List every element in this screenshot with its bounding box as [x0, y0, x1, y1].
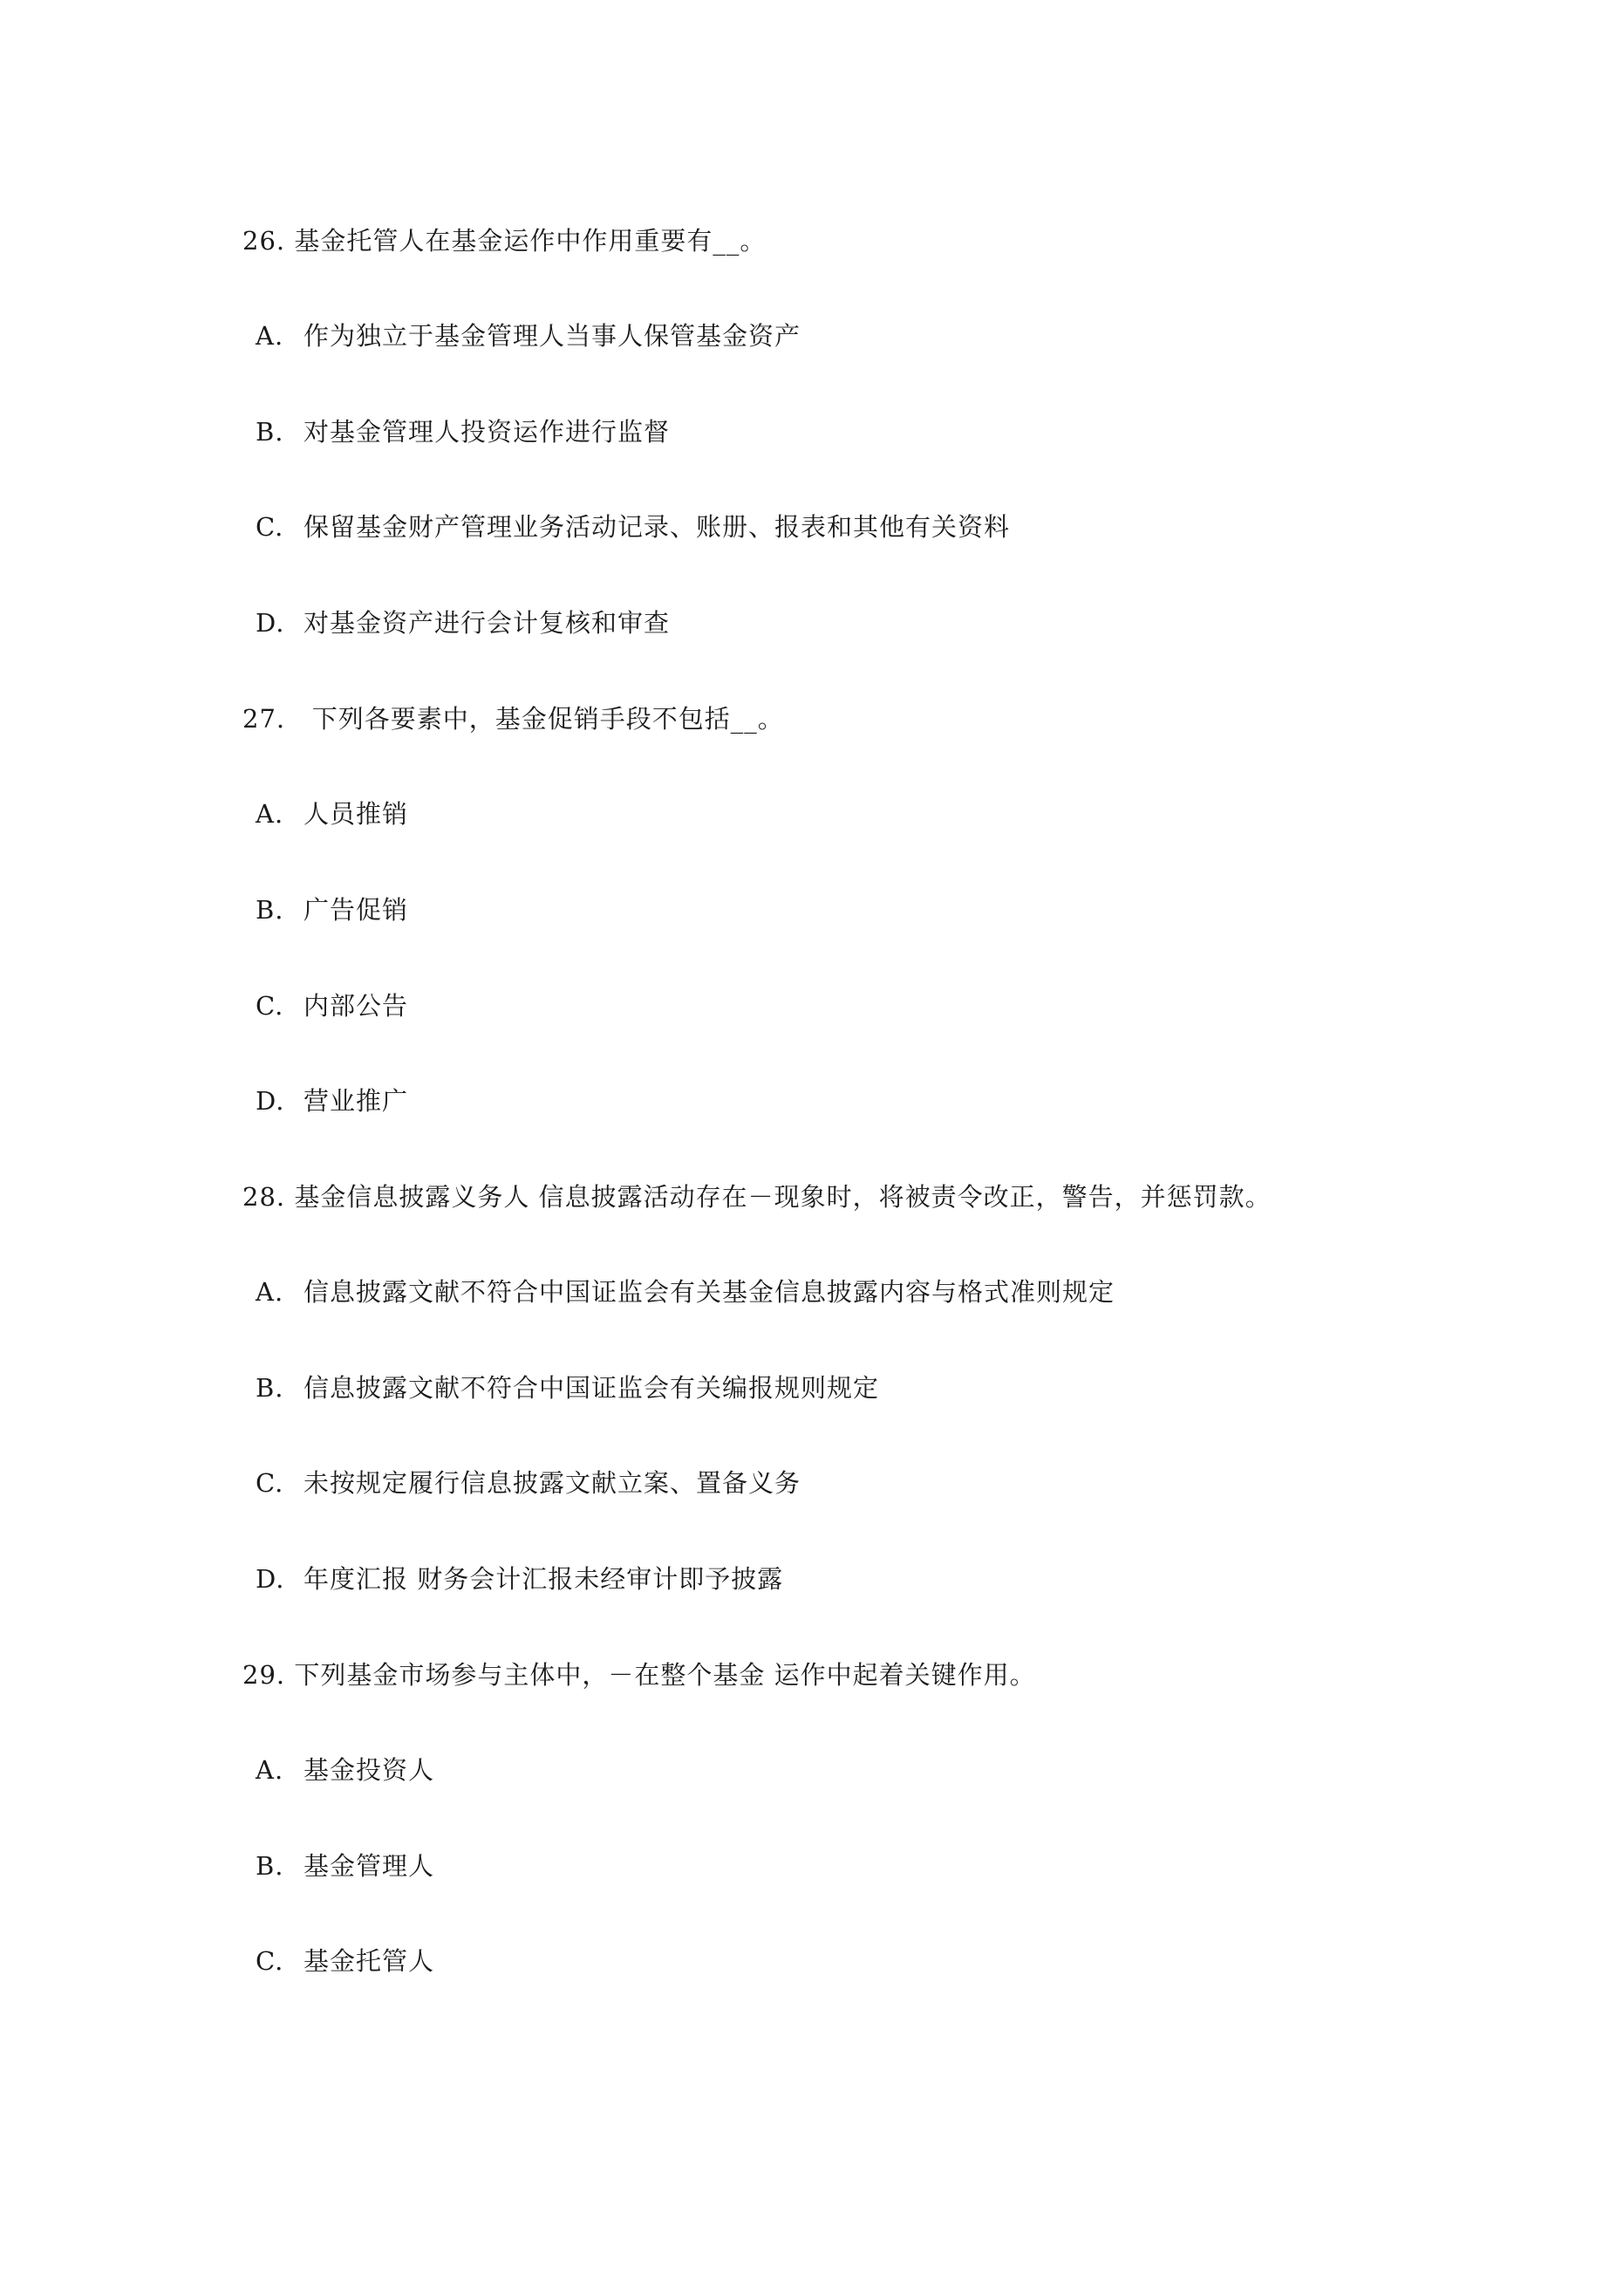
option-text: 基金托管人: [303, 1946, 435, 1976]
question-number: 26.: [242, 226, 286, 256]
question-text: 下列基金市场参与主体中，－在整个基金 运作中起着关键作用。: [294, 1660, 1036, 1690]
option-text: 保留基金财产管理业务活动记录、账册、报表和其他有关资料: [303, 512, 1011, 542]
option-text: 广告促销: [303, 895, 409, 925]
question-text: 下列各要素中，基金促销手段不包括__。: [294, 704, 784, 734]
option-26-d: [256, 605, 670, 640]
option-text: 信息披露文献不符合中国证监会有关基金信息披露内容与格式准则规定: [303, 1277, 1115, 1307]
option-letter: C.: [256, 512, 284, 542]
option-text: 信息披露文献不符合中国证监会有关编报规则规定: [303, 1373, 880, 1403]
option-letter: B.: [256, 895, 284, 925]
question-text: 基金信息披露义务人 信息披露活动存在－现象时，将被责令改正，警告，并惩罚款。: [294, 1182, 1272, 1212]
option-letter: C.: [256, 991, 284, 1021]
option-text: 作为独立于基金管理人当事人保管基金资产: [303, 321, 801, 351]
question-29: [242, 1657, 1036, 1692]
option-text: 内部公告: [303, 991, 409, 1021]
option-29-c: [256, 1944, 434, 1978]
option-27-c: [256, 988, 408, 1023]
option-26-b: [256, 414, 670, 449]
option-text: 对基金管理人投资运作进行监督: [303, 417, 671, 447]
option-text: 基金管理人: [303, 1851, 435, 1881]
option-letter: A.: [256, 1277, 284, 1307]
option-28-d: [256, 1561, 783, 1596]
option-text: 营业推广: [303, 1086, 409, 1116]
option-29-a: [256, 1753, 434, 1787]
option-28-c: [256, 1466, 801, 1500]
option-letter: A.: [256, 1755, 284, 1785]
option-text: 年度汇报 财务会计汇报未经审计即予披露: [303, 1564, 784, 1594]
question-number: 29.: [242, 1660, 286, 1690]
option-29-b: [256, 1848, 434, 1883]
question-number: 28.: [242, 1182, 286, 1212]
option-27-d: [256, 1083, 408, 1118]
option-text: 对基金资产进行会计复核和审查: [303, 608, 671, 638]
option-text: 未按规定履行信息披露文献立案、置备义务: [303, 1468, 801, 1498]
question-text: 基金托管人在基金运作中作用重要有__。: [294, 226, 767, 256]
option-26-c: [256, 509, 1010, 544]
option-28-a: [256, 1274, 1115, 1309]
option-letter: C.: [256, 1946, 284, 1976]
option-letter: B.: [256, 417, 284, 447]
option-letter: D.: [256, 1086, 285, 1116]
option-28-b: [256, 1370, 879, 1405]
option-letter: C.: [256, 1468, 284, 1498]
option-letter: A.: [256, 321, 284, 351]
question-28: [242, 1179, 1272, 1214]
option-27-b: [256, 892, 408, 927]
option-letter: B.: [256, 1851, 284, 1881]
question-26: [242, 223, 766, 258]
option-letter: A.: [256, 799, 284, 829]
option-26-a: [256, 318, 801, 353]
option-27-a: [256, 796, 408, 831]
option-letter: D.: [256, 1564, 285, 1594]
option-text: 基金投资人: [303, 1755, 435, 1785]
question-number: 27.: [242, 704, 286, 734]
option-letter: B.: [256, 1373, 284, 1403]
option-letter: D.: [256, 608, 285, 638]
option-text: 人员推销: [303, 799, 409, 829]
question-27: [242, 701, 784, 736]
